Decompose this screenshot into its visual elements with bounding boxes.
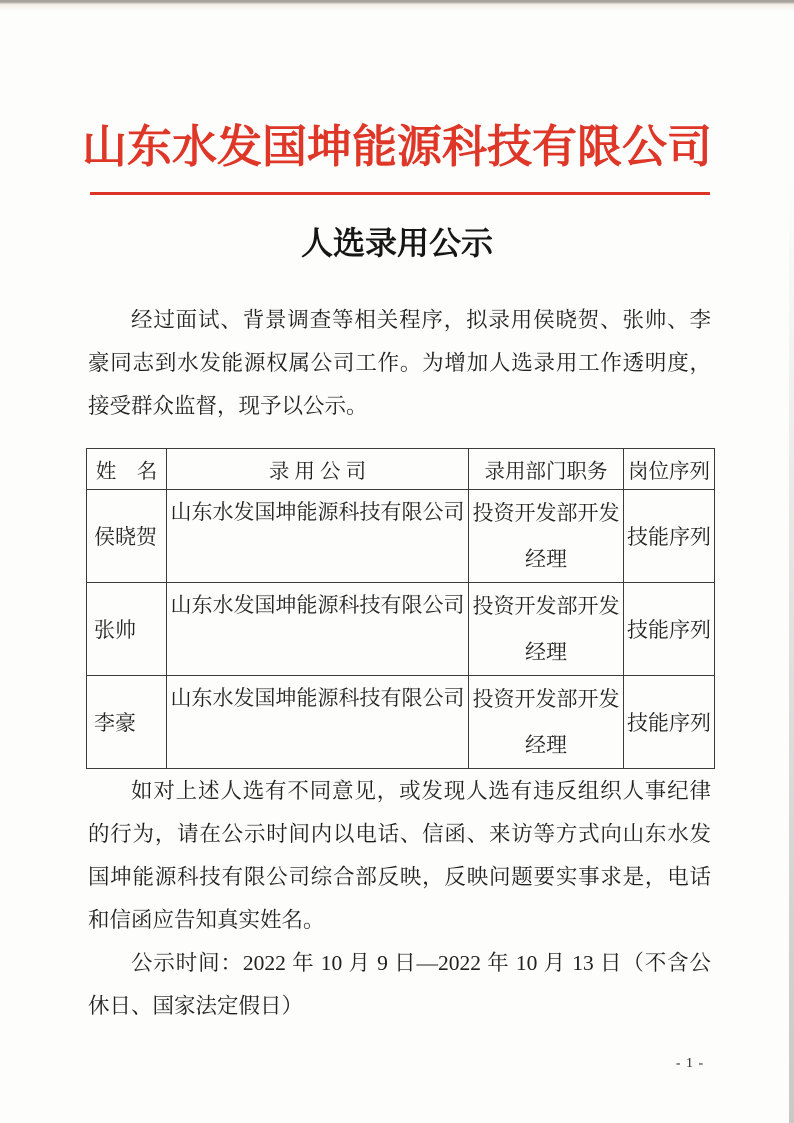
cell-post-sequence: 技能序列: [624, 583, 715, 676]
position-line-2: 经理: [525, 733, 567, 757]
intro-section: [88, 299, 711, 428]
position-line-1: 投资开发部开发: [472, 594, 620, 618]
cell-candidate-name: 李豪: [87, 676, 167, 769]
table-header-row: [87, 449, 715, 490]
objection-paragraph: 如对上述人选有不同意见，或发现人选有违反组织人事纪律的行为，请在公示时间内以电话、信函、来访等方式向山东水发国坤能源科技有限公司综合部反映，反映问题要实事求是，电话和信函应告知真实姓名。: [88, 779, 711, 932]
table-row: [87, 676, 715, 769]
column-header-name: 姓 名: [87, 449, 167, 490]
company-title: 山东水发国坤能源科技有限公司: [81, 122, 712, 172]
cell-department-position: [469, 490, 624, 583]
bottom-section: [88, 770, 711, 1028]
column-header-department-position: 录用部门职务: [469, 449, 624, 490]
column-header-sequence: 岗位序列: [624, 449, 715, 490]
position-line-1: 投资开发部开发: [472, 501, 620, 525]
announcement-title: 人选录用公示: [300, 225, 493, 261]
intro-paragraph: 经过面试、背景调查等相关程序，拟录用侯晓贺、张帅、李豪同志到水发能源权属公司工作。为增加人选录用工作透明度，接受群众监督，现予以公示。: [88, 308, 711, 418]
cell-candidate-name: 侯晓贺: [87, 490, 167, 583]
cell-department-position: [469, 676, 624, 769]
scan-artifact-top-edge: [0, 0, 794, 11]
scan-artifact-right-edge: [789, 180, 794, 1123]
table-row: [87, 490, 715, 583]
column-header-company: 录 用 公 司: [167, 449, 469, 490]
cell-candidate-name: 张帅: [87, 583, 167, 676]
page-number: - 1 -: [675, 1056, 705, 1071]
cell-hiring-company: 山东水发国坤能源科技有限公司: [167, 583, 469, 676]
position-line-2: 经理: [525, 640, 567, 664]
title-divider-rule: [90, 192, 710, 195]
publicity-period-paragraph: 公示时间：2022 年 10 月 9 日—2022 年 10 月 13 日（不含公休日、国家法定假日）: [88, 951, 711, 1018]
cell-department-position: [469, 583, 624, 676]
cell-post-sequence: 技能序列: [624, 490, 715, 583]
table-row: [87, 583, 715, 676]
cell-hiring-company: 山东水发国坤能源科技有限公司: [167, 676, 469, 769]
cell-post-sequence: 技能序列: [624, 676, 715, 769]
position-line-1: 投资开发部开发: [472, 687, 620, 711]
cell-hiring-company: 山东水发国坤能源科技有限公司: [167, 490, 469, 583]
position-line-2: 经理: [525, 547, 567, 571]
hiring-table: [86, 448, 715, 769]
